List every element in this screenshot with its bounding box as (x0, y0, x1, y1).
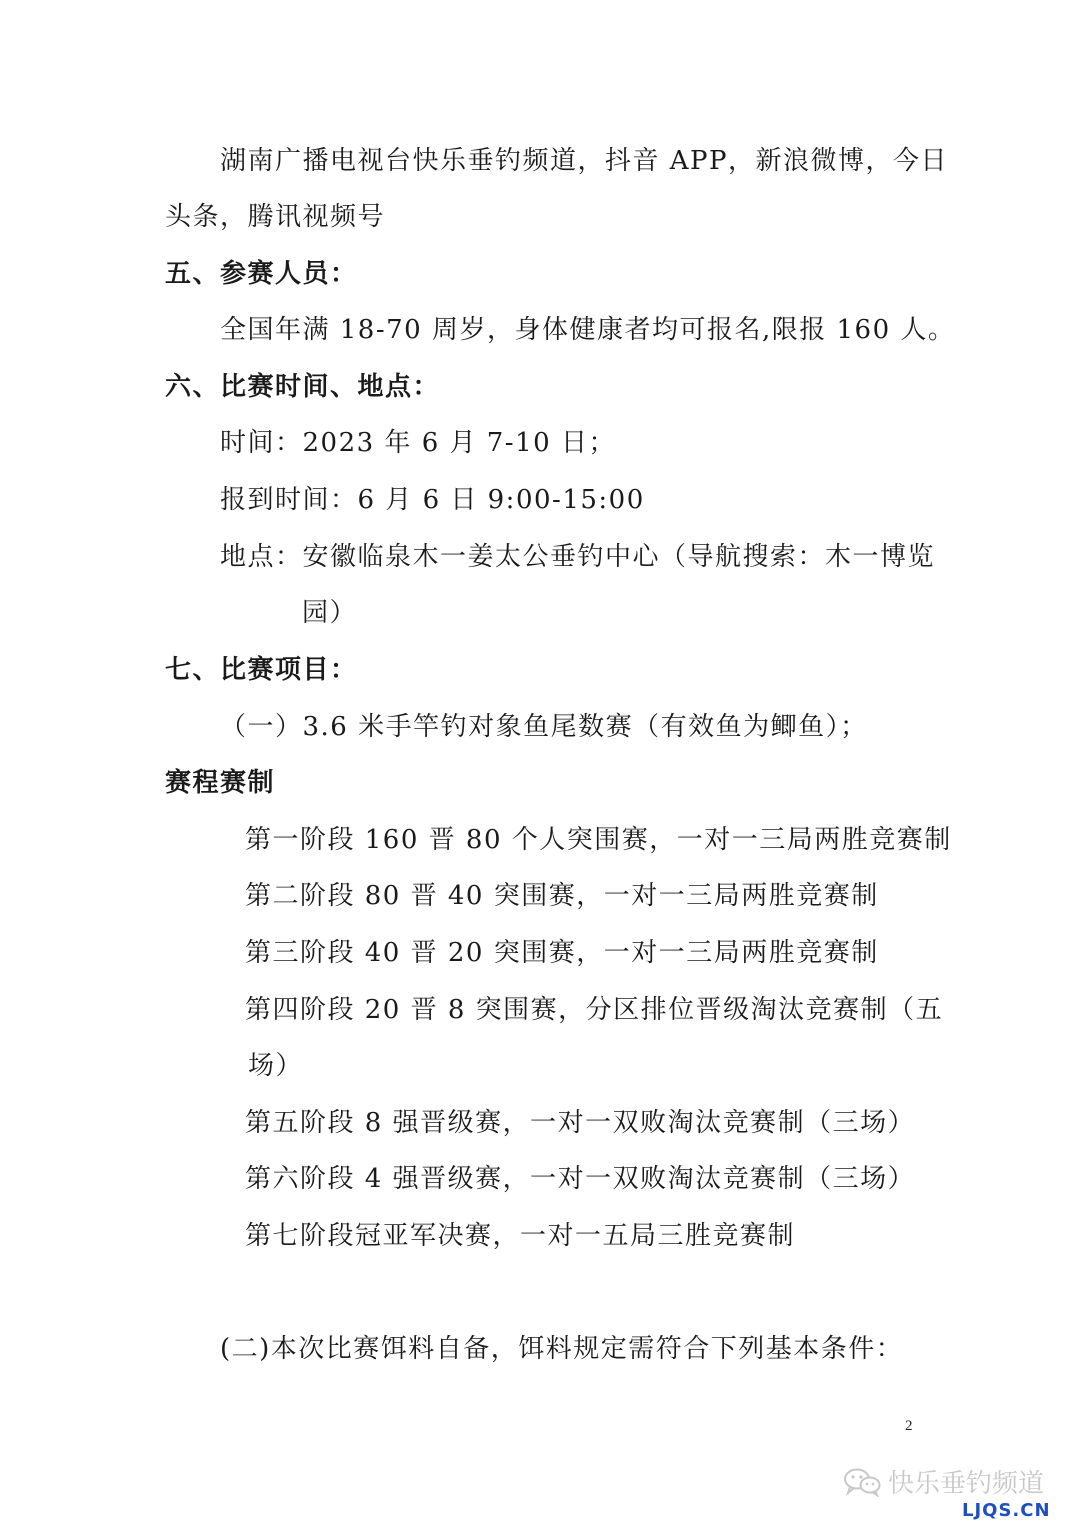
site-watermark: LJQS.CN (962, 1500, 1051, 1521)
schedule-stage-3: 第三阶段 40 晋 20 突围赛，一对一三局两胜竞赛制 (245, 938, 879, 968)
paragraph-location-line-2: 园） (302, 598, 358, 628)
section-heading-events: 七、比赛项目： (165, 655, 358, 685)
paragraph-checkin-time: 报到时间：6 月 6 日 9:00-15:00 (220, 485, 645, 515)
wechat-icon (842, 1467, 882, 1497)
paragraph-participants: 全国年满 18-70 周岁，身体健康者均可报名,限报 160 人。 (220, 315, 956, 345)
subheading-schedule: 赛程赛制 (165, 768, 276, 798)
schedule-stage-4-line-2: 场） (248, 1051, 304, 1081)
schedule-stage-6: 第六阶段 4 强晋级赛，一对一双败淘汰竞赛制（三场） (245, 1164, 916, 1194)
section-heading-participants: 五、参赛人员： (165, 259, 358, 289)
schedule-stage-5: 第五阶段 8 强晋级赛，一对一双败淘汰竞赛制（三场） (245, 1108, 916, 1138)
paragraph-broadcast-line-2: 头条，腾讯视频号 (165, 202, 386, 232)
watermark-text: 快乐垂钓频道 (888, 1469, 1045, 1499)
paragraph-location-line-1: 地点：安徽临泉木一姜太公垂钓中心（导航搜索：木一博览 (220, 542, 936, 572)
schedule-stage-4-line-1: 第四阶段 20 晋 8 突围赛，分区排位晋级淘汰竞赛制（五 (245, 995, 944, 1025)
schedule-stage-1: 第一阶段 160 晋 80 个人突围赛，一对一三局两胜竞赛制 (245, 825, 952, 855)
schedule-stage-2: 第二阶段 80 晋 40 突围赛，一对一三局两胜竞赛制 (245, 881, 879, 911)
paragraph-event-one: （一）3.6 米手竿钓对象鱼尾数赛（有效鱼为鲫鱼）； (220, 712, 868, 742)
paragraph-bait-rules: (二)本次比赛饵料自备，饵料规定需符合下列基本条件： (220, 1334, 904, 1364)
watermark (842, 1463, 1044, 1500)
section-heading-time-location: 六、比赛时间、地点： (165, 372, 441, 402)
paragraph-broadcast-line-1: 湖南广播电视台快乐垂钓频道，抖音 APP，新浪微博，今日 (220, 146, 949, 176)
schedule-stage-7: 第七阶段冠亚军决赛，一对一五局三胜竞赛制 (245, 1221, 796, 1251)
paragraph-time: 时间：2023 年 6 月 7-10 日； (220, 428, 616, 458)
page-number: 2 (905, 1418, 913, 1434)
